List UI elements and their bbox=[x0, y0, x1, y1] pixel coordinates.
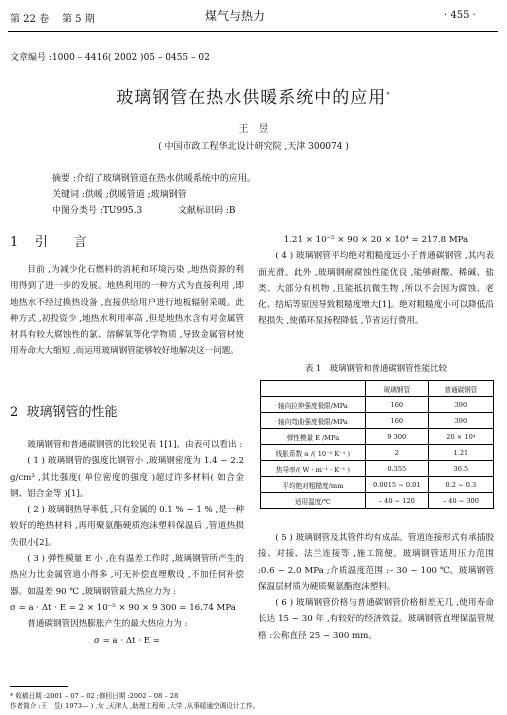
table-cell: – 40 ~ 120 bbox=[365, 493, 428, 509]
table-cell: 390 bbox=[428, 397, 493, 413]
classification-code: 中图分类号 :TU995.3 bbox=[52, 206, 143, 216]
keywords: 关键词 :供暖 ;供暖管道 ;玻璃钢管 bbox=[52, 190, 187, 200]
section-1-title: 引 言 bbox=[34, 235, 87, 250]
doc-number: 文章编号 :1000 – 4416( 2002 )05 – 0455 – 02 bbox=[10, 53, 210, 63]
table-cell: 0.0015 ~ 0.01 bbox=[365, 477, 428, 493]
right-column-block-1 bbox=[258, 232, 494, 330]
table-cell: 线胀系数 α /( 10⁻⁵ K⁻¹ ) bbox=[261, 445, 366, 461]
comparison-table bbox=[260, 380, 494, 509]
table-cell: 9 300 bbox=[365, 429, 428, 445]
article-title bbox=[0, 83, 507, 108]
header-rule bbox=[8, 31, 498, 32]
comparison-table-wrap bbox=[260, 380, 494, 509]
abstract: 摘要 :介绍了玻璃钢管道在热水供暖系统中的应用。 bbox=[52, 174, 256, 184]
table-row bbox=[261, 477, 494, 493]
section-1-number: 1 bbox=[10, 235, 19, 250]
footnote-received: * 收稿日期 :2001 – 07 – 02 ;修回日期 :2002 – 08 – 28 bbox=[10, 692, 179, 700]
affiliation: ( 中国市政工程华北设计研究院 ,天津 300074 ) bbox=[158, 142, 349, 152]
table-cell: 弹性模量 E /MPa bbox=[261, 429, 366, 445]
section-2-heading bbox=[10, 401, 118, 420]
header-page-number: · 455 · bbox=[444, 10, 476, 21]
table-row bbox=[261, 397, 494, 413]
property-item-3-continued: 普通碳钢管因热膨胀产生的最大热应力为 : bbox=[27, 619, 188, 630]
title-footnote-mark: * bbox=[386, 90, 391, 99]
table-header-cell: 玻璃钢管 bbox=[365, 381, 428, 397]
property-item-3: ( 3 ) 弹性模量 E 小 ,在有温差工作时 ,玻璃钢管所产生的热应力比金属管道小得多 ,可无补偿直埋敷设 ,不加任何补偿器。如温差 90 ℃ ,玻璃钢管最大热应力为 : bbox=[10, 554, 244, 597]
property-item-2: ( 2 ) 玻璃钢热导率低 ,只有金属的 0.1 % ~ 1 % ,是一种较好的绝热材料 ,再用聚氨酯硬质泡沫塑料保温后 ,管道热损失很小[2]。 bbox=[10, 505, 244, 548]
formula-thermal-stress-steel: σ = a · Δt · E = bbox=[94, 635, 160, 646]
intro-paragraph: 目前 ,为减少化石燃料的消耗和环境污染 ,地热资源的利用得到了进一步的发展。地热利用的一种方式为直接利用 ,即地热水不经过换热设备 ,直接供给用户进行地板辐射采暖。此种方式 ,初投资少 ,地热水利用率高 ,但是地热水含有对金属管材具有较大腐蚀性的氯、溶解氧等化学物质 ,导致金属管材使用寿命大大缩短 ,而运用玻璃钢管能够较好地解决这一问题。 bbox=[10, 265, 244, 357]
table-cell: – 40 ~ 300 bbox=[428, 493, 493, 509]
table-cell: 2 bbox=[365, 445, 428, 461]
table-cell: 390 bbox=[428, 413, 493, 429]
table-caption: 表 1 玻璃钢管和普通碳钢管性能比较 bbox=[305, 363, 447, 373]
table-cell: 0.2 ~ 0.3 bbox=[428, 477, 493, 493]
property-item-4: ( 4 ) 玻璃钢管平均绝对粗糙度远小于普通碳钢管 ,其内表面光滑。此外 ,玻璃钢耐腐蚀性能优良 ,能够耐酸、稀碱、盐类、大部分有机物 ,且能抵抗微生物 ,所以不会因为腐蚀、老化、结垢等原因导致粗糙度增大[1]。绝对粗糙度小可以降低沿程损失 ,使循环泵扬程降低 ,节省运行费用。 bbox=[258, 251, 494, 327]
table-row bbox=[261, 493, 494, 509]
table-cell: 0.355 bbox=[365, 461, 428, 477]
header-volume: 第 22 卷 bbox=[10, 14, 50, 25]
header-issue: 第 5 期 bbox=[62, 14, 95, 25]
table-row bbox=[261, 445, 494, 461]
table-cell: 160 bbox=[365, 413, 428, 429]
table-cell: 1.21 bbox=[428, 445, 493, 461]
property-item-1: ( 1 ) 玻璃钢管的强度比钢管小 ,玻璃钢密度为 1.4 ~ 2.2 g/cm³ ,其比强度( 单位密度的强度 )超过许多材料( 如合金钢、铝合金等 )[1]。 bbox=[10, 456, 244, 499]
header-journal: 煤气与热力 bbox=[205, 9, 266, 23]
table-cell: 热导率/( W · m⁻¹ · K⁻¹ ) bbox=[261, 461, 366, 477]
right-column-block-2 bbox=[258, 530, 494, 644]
section-2-title: 玻璃钢管的性能 bbox=[26, 405, 118, 420]
left-column-block-1 bbox=[10, 262, 244, 360]
table-cell: 轴向拉伸强度极限/MPa bbox=[261, 397, 366, 413]
section-2-number: 2 bbox=[10, 405, 19, 420]
table-row bbox=[261, 461, 494, 477]
table-row bbox=[261, 429, 494, 445]
table-header-row bbox=[261, 381, 494, 397]
footnote-rule bbox=[10, 686, 68, 687]
document-code: 文献标识码 :B bbox=[178, 206, 236, 216]
table-cell: 轴向弯曲强度极限/MPa bbox=[261, 413, 366, 429]
property-item-6: ( 6 ) 玻璃钢管价格与普通碳钢管价格相差无几 ,使用寿命长达 15 ~ 30 年 ,有较好的经济效益。玻璃钢管直埋保温管规格 :公称直径 25 ~ 300 mm。 bbox=[258, 598, 494, 641]
table-cell: 20 × 10⁴ bbox=[428, 429, 493, 445]
table-cell: 适用温度/℃ bbox=[261, 493, 366, 509]
article-title-text: 玻璃钢管在热水供暖系统中的应用 bbox=[116, 88, 387, 108]
table-cell: 160 bbox=[365, 397, 428, 413]
formula-steel-result: 1.21 × 10⁻⁵ × 90 × 20 × 10⁴ = 217.8 MPa bbox=[283, 235, 469, 245]
table-cell: 36.5 bbox=[428, 461, 493, 477]
author: 王 昱 bbox=[238, 124, 269, 135]
section-2-intro: 玻璃钢管和普通碳钢管的比较见表 1[1]。由表可以看出 : bbox=[27, 440, 243, 450]
table-row bbox=[261, 413, 494, 429]
footnote-author-bio: 作者简介 :王 昱( 1973— ) ,女 ,天津人 ,助理工程师 ,大学 ,从事暖通空调设计工作。 bbox=[10, 702, 260, 710]
table-cell: 平均绝对粗糙度/mm bbox=[261, 477, 366, 493]
section-1-heading bbox=[10, 231, 87, 250]
formula-thermal-stress-frp: σ = a · Δt · E = 2 × 10⁻⁵ × 90 × 9 300 = 16.74 MPa bbox=[10, 602, 236, 613]
left-column-block-2 bbox=[10, 437, 244, 649]
table-header-cell: 普通碳钢管 bbox=[428, 381, 493, 397]
table-header-cell bbox=[261, 381, 366, 397]
property-item-5: ( 5 ) 玻璃钢管及其管件均有成品。管道连接形式有承插胶接、对接、法兰连接等 ,施工简便。玻璃钢管适用压力范围 :0.6 ~ 2.0 MPa ;介质温度范围 :– 30 ~ 100 ℃。玻璃钢管保温层材质为硬质聚氨酯泡沫塑料。 bbox=[258, 533, 494, 592]
